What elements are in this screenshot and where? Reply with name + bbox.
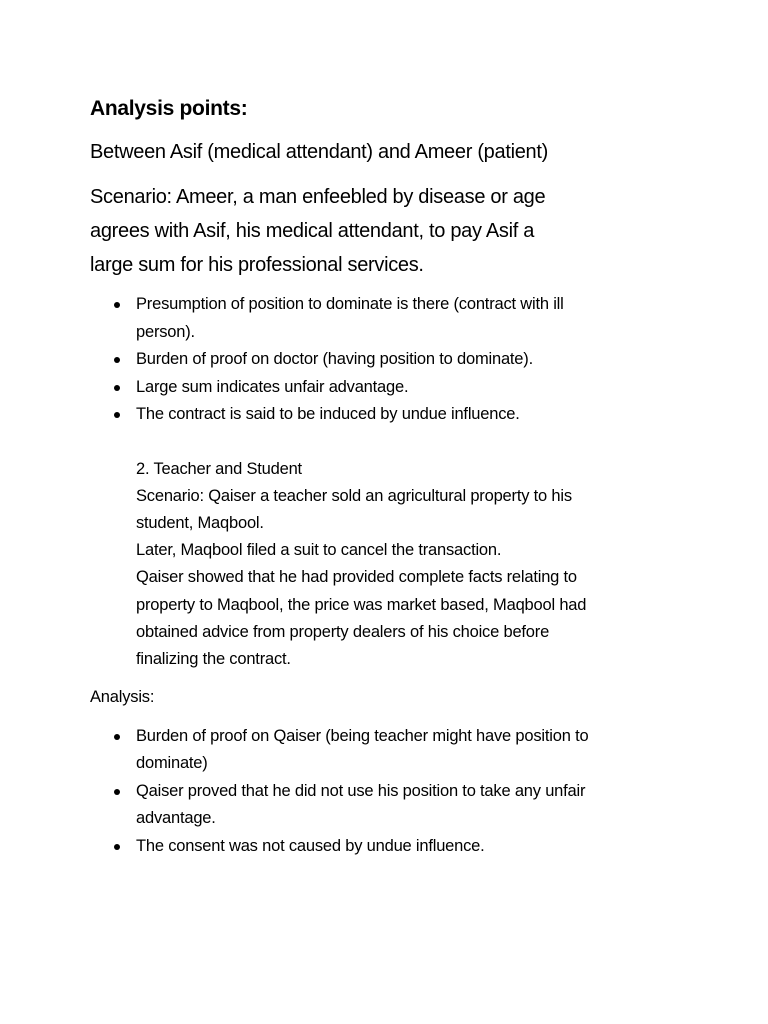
analysis-bullet-list-1 [90, 291, 680, 429]
text-line: obtained advice from property dealers of his choice before [136, 622, 550, 641]
analysis-bullet-list-2 [90, 723, 680, 861]
list-item-line: Burden of proof on doctor (having position to dominate). [136, 350, 533, 368]
scenario-line: Scenario: Ameer, a man enfeebled by disease or age [90, 186, 546, 208]
bullet-icon [114, 385, 120, 391]
text-line: student, Maqbool. [136, 513, 264, 532]
list-item-line: person). [136, 322, 195, 341]
list-item [90, 291, 680, 346]
list-item [90, 346, 680, 374]
text-line: Scenario: Qaiser a teacher sold an agricultural property to his [136, 486, 572, 505]
text-line: property to Maqbool, the price was market based, Maqbool had [136, 595, 587, 614]
text-line: Qaiser showed that he had provided complete facts relating to [136, 568, 577, 587]
analysis-label: Analysis: [90, 688, 155, 707]
list-item-line: Qaiser proved that he did not use his position to take any unfair [136, 781, 586, 800]
list-item [90, 833, 680, 861]
scenario-paragraph [90, 180, 650, 282]
bullet-icon [114, 357, 120, 363]
list-item [90, 401, 680, 429]
list-item-line: advantage. [136, 809, 216, 828]
document-content [90, 94, 680, 860]
bullet-icon [114, 789, 120, 795]
case-subheading: Between Asif (medical attendant) and Ameer (patient) [90, 141, 548, 163]
list-item-line: Large sum indicates unfair advantage. [136, 377, 409, 396]
list-item [90, 374, 680, 402]
scenario-line: agrees with Asif, his medical attendant, to pay Asif a [90, 220, 535, 242]
list-item-line: dominate) [136, 754, 208, 773]
list-item [90, 723, 680, 778]
list-item [90, 778, 680, 833]
bullet-icon [114, 734, 120, 740]
section-title: 2. Teacher and Student [136, 459, 302, 478]
bullet-icon [114, 844, 120, 850]
bullet-icon [114, 302, 120, 308]
page-title: Analysis points: [90, 97, 248, 120]
scenario-line: large sum for his professional services. [90, 254, 424, 276]
teacher-student-section [90, 456, 680, 674]
list-item-line: Burden of proof on Qaiser (being teacher might have position to [136, 726, 589, 745]
list-item-line: The consent was not caused by undue influence. [136, 836, 485, 855]
list-item-line: The contract is said to be induced by undue influence. [136, 405, 520, 423]
bullet-icon [114, 412, 120, 418]
text-line: finalizing the contract. [136, 649, 291, 668]
list-item-line: Presumption of position to dominate is there (contract with ill [136, 295, 564, 313]
text-line: Later, Maqbool filed a suit to cancel the transaction. [136, 541, 502, 560]
